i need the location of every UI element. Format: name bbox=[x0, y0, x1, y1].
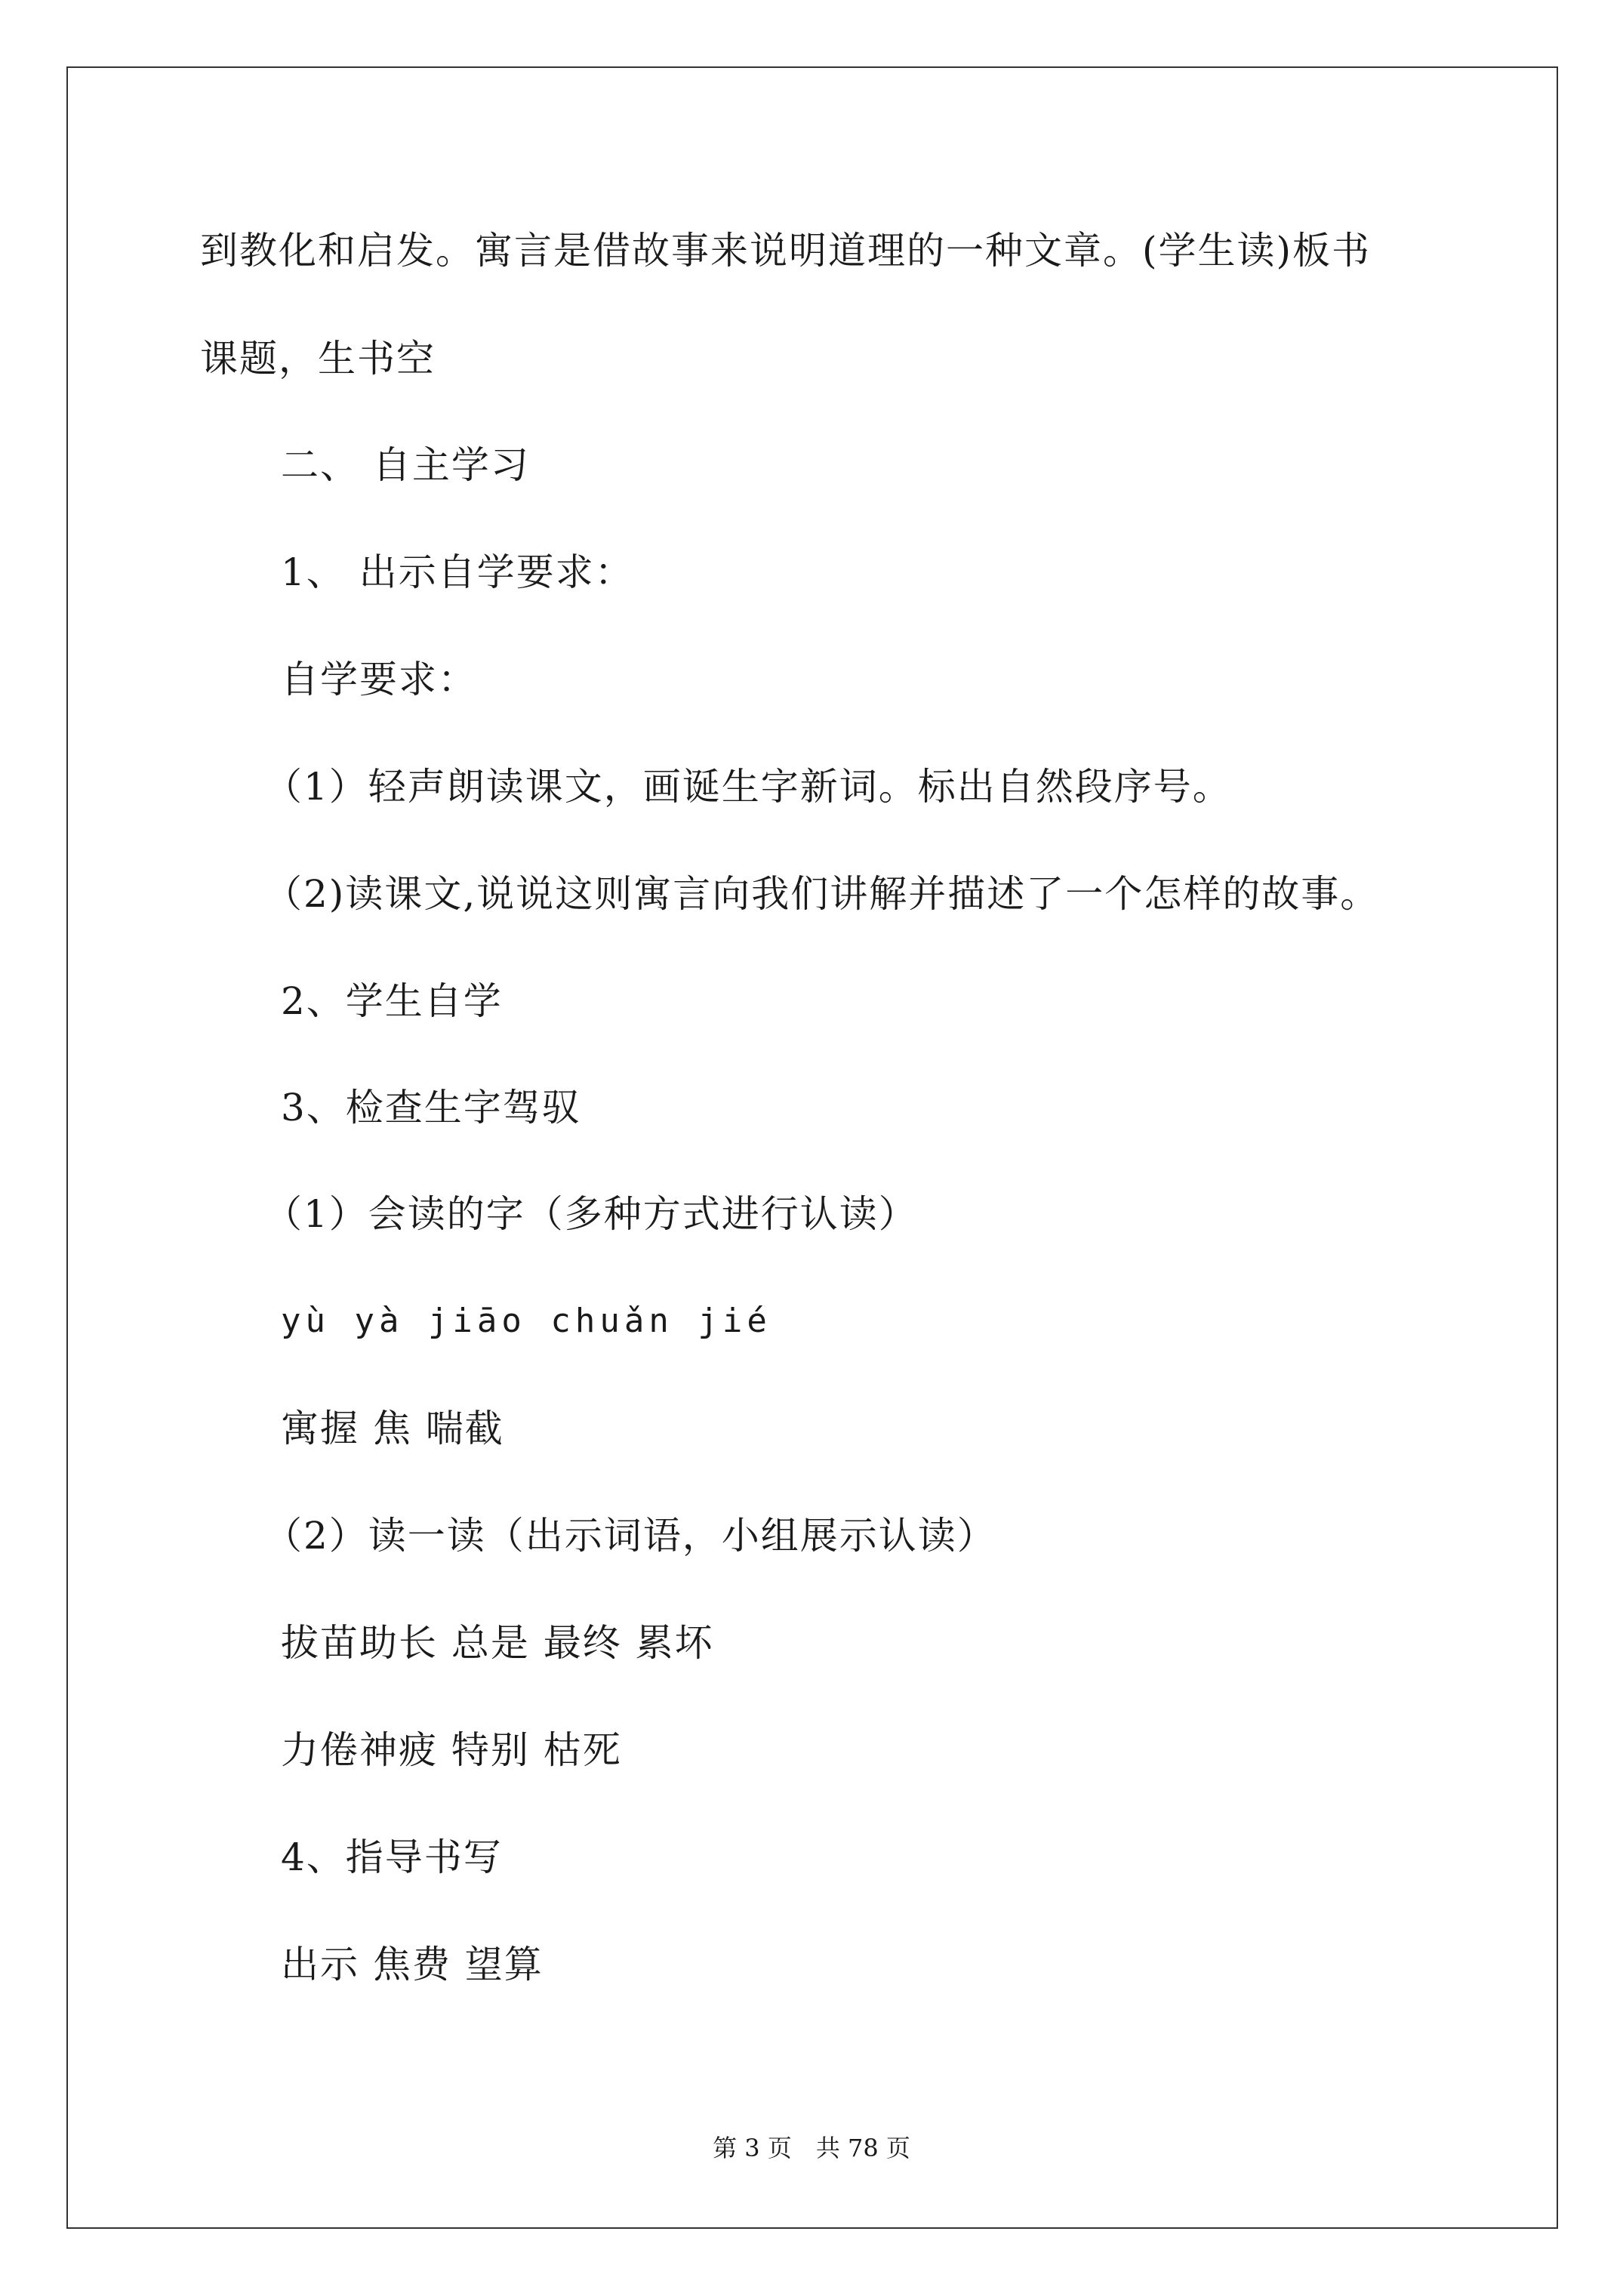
list-item: 1、 出示自学要求： bbox=[281, 550, 634, 594]
list-item: （2）读一读（出示词语，小组展示认读） bbox=[264, 1514, 996, 1558]
page-border bbox=[66, 66, 1558, 2229]
vocabulary-line: 拔苗助长 总是 最终 累坏 bbox=[281, 1621, 714, 1665]
body-text-line: 到教化和启发。寓言是借故事来说明道理的一种文章。(学生读)板书 bbox=[200, 229, 1372, 273]
list-item: 4、指导书写 bbox=[281, 1835, 503, 1879]
vocabulary-line: 力倦神疲 特别 枯死 bbox=[281, 1728, 622, 1772]
body-text-line: 课题，生书空 bbox=[200, 337, 436, 381]
list-item: （2)读课文,说说这则寓言向我们讲解并描述了一个怎样的故事。 bbox=[264, 872, 1380, 916]
section-heading: 二、 自主学习 bbox=[281, 443, 530, 487]
list-item: 3、检查生字驾驭 bbox=[281, 1086, 581, 1130]
pinyin-line: yù yà jiāo chuǎn jié bbox=[281, 1302, 771, 1340]
character-line: 出示 焦费 望算 bbox=[281, 1943, 544, 1986]
page-footer: 第 3 页 共 78 页 bbox=[713, 2134, 910, 2162]
list-item: （1）会读的字（多种方式进行认读） bbox=[264, 1192, 918, 1236]
character-line: 寓握 焦 喘截 bbox=[281, 1407, 504, 1450]
body-text-line: 自学要求： bbox=[281, 658, 477, 701]
list-item: （1）轻声朗读课文，画诞生字新词。标出自然段序号。 bbox=[264, 765, 1232, 809]
list-item: 2、学生自学 bbox=[281, 979, 503, 1023]
